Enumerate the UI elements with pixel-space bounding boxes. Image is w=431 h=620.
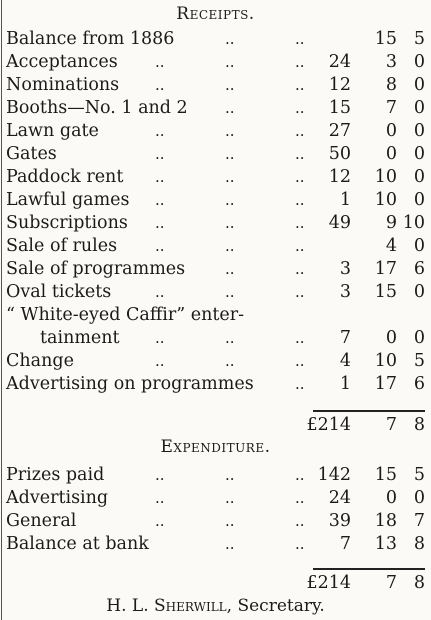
row-shillings: 10 — [374, 167, 397, 187]
row-label: Gates — [6, 144, 57, 164]
row-label: Balance at bank — [6, 534, 149, 554]
row-shillings: 0 — [385, 144, 397, 164]
receipt-row — [0, 74, 431, 97]
receipt-row — [0, 304, 431, 327]
leader-dots: .. — [155, 283, 165, 301]
row-pounds: 7 — [339, 328, 351, 348]
row-pence: 0 — [413, 98, 425, 118]
leader-dots: .. — [225, 122, 235, 140]
leader-dots: .. — [295, 489, 305, 507]
leader-dots: .. — [295, 283, 305, 301]
row-pounds: 1 — [339, 374, 351, 394]
row-shillings: 10 — [374, 190, 397, 210]
receipt-row — [0, 166, 431, 189]
leader-dots: .. — [225, 30, 235, 48]
expenditure-row — [0, 464, 431, 487]
row-label: Prizes paid — [6, 465, 105, 485]
signature-surname: Sherwill — [154, 596, 227, 616]
expenditure-total-pounds: £214 — [306, 573, 351, 593]
row-label: Advertising on programmes — [6, 374, 254, 394]
expenditure-total-row — [0, 572, 431, 595]
row-pence: 5 — [413, 351, 425, 371]
receipt-row — [0, 373, 431, 396]
leader-dots: .. — [295, 512, 305, 530]
row-pounds: 1 — [339, 190, 351, 210]
row-pence: 10 — [402, 213, 425, 233]
receipt-row — [0, 327, 431, 350]
row-label: Sale of programmes — [6, 259, 186, 279]
row-pence: 5 — [413, 29, 425, 49]
row-shillings: 17 — [374, 374, 397, 394]
leader-dots: .. — [295, 352, 305, 370]
leader-dots: .. — [225, 352, 235, 370]
expenditure-heading: Expenditure. — [160, 437, 271, 457]
row-pence: 6 — [413, 374, 425, 394]
receipt-row — [0, 350, 431, 373]
leader-dots: .. — [295, 329, 305, 347]
row-label: Sale of rules — [6, 236, 118, 256]
receipts-total-pounds: £214 — [306, 415, 351, 435]
receipts-total-pence: 8 — [413, 415, 425, 435]
leader-dots: .. — [225, 99, 235, 117]
expenditure-row — [0, 487, 431, 510]
row-pence: 0 — [413, 236, 425, 256]
row-pounds: 3 — [339, 282, 351, 302]
leader-dots: .. — [225, 214, 235, 232]
leader-dots: .. — [295, 122, 305, 140]
row-pence: 0 — [413, 488, 425, 508]
receipts-total-rule — [313, 410, 425, 412]
row-pence: 0 — [413, 52, 425, 72]
leader-dots: .. — [295, 191, 305, 209]
receipt-row — [0, 28, 431, 51]
leader-dots: .. — [225, 466, 235, 484]
leader-dots: .. — [155, 352, 165, 370]
leader-dots: .. — [295, 99, 305, 117]
leader-dots: .. — [155, 145, 165, 163]
leader-dots: .. — [155, 466, 165, 484]
leader-dots: .. — [225, 76, 235, 94]
expenditure-row — [0, 510, 431, 533]
row-pounds: 50 — [328, 144, 351, 164]
row-pence: 0 — [413, 282, 425, 302]
row-pounds: 12 — [328, 167, 351, 187]
leader-dots: .. — [295, 30, 305, 48]
leader-dots: .. — [155, 489, 165, 507]
receipts-total-row — [0, 414, 431, 437]
row-pounds: 49 — [328, 213, 351, 233]
row-shillings: 18 — [374, 511, 397, 531]
leader-dots: .. — [295, 466, 305, 484]
row-shillings: 0 — [385, 121, 397, 141]
leader-dots: .. — [295, 237, 305, 255]
leader-dots: .. — [295, 168, 305, 186]
leader-dots: .. — [225, 168, 235, 186]
row-pence: 6 — [413, 259, 425, 279]
leader-dots: .. — [225, 512, 235, 530]
row-pounds: 39 — [328, 511, 351, 531]
leader-dots: .. — [155, 329, 165, 347]
leader-dots: .. — [155, 214, 165, 232]
row-label: Lawn gate — [6, 121, 99, 141]
leader-dots: .. — [225, 260, 235, 278]
signature-line — [0, 595, 431, 617]
expenditure-row — [0, 533, 431, 556]
row-shillings: 15 — [374, 282, 397, 302]
row-label: Balance from 1886 — [6, 29, 175, 49]
row-shillings: 7 — [385, 98, 397, 118]
row-pounds: 27 — [328, 121, 351, 141]
signature-title: , Secretary. — [226, 596, 325, 616]
leader-dots: .. — [295, 214, 305, 232]
row-shillings: 15 — [374, 29, 397, 49]
leader-dots: .. — [155, 191, 165, 209]
row-shillings: 0 — [385, 328, 397, 348]
leader-dots: .. — [295, 535, 305, 553]
row-label: Nominations — [6, 75, 120, 95]
leader-dots: .. — [155, 237, 165, 255]
row-pounds: 15 — [328, 98, 351, 118]
row-pence: 8 — [413, 534, 425, 554]
row-label: General — [6, 511, 77, 531]
leader-dots: .. — [295, 260, 305, 278]
leader-dots: .. — [155, 168, 165, 186]
row-pounds: 24 — [328, 52, 351, 72]
leader-dots: .. — [155, 53, 165, 71]
leader-dots: .. — [295, 76, 305, 94]
leader-dots: .. — [225, 489, 235, 507]
row-shillings: 13 — [374, 534, 397, 554]
row-label: Oval tickets — [6, 282, 112, 302]
leader-dots: .. — [225, 283, 235, 301]
receipt-row — [0, 212, 431, 235]
expenditure-total-shillings: 7 — [385, 573, 397, 593]
leader-dots: .. — [225, 535, 235, 553]
receipt-row — [0, 189, 431, 212]
row-label: Lawful games — [6, 190, 130, 210]
row-shillings: 17 — [374, 259, 397, 279]
receipts-total-shillings: 7 — [385, 415, 397, 435]
receipts-heading: Receipts. — [176, 4, 255, 24]
row-shillings: 4 — [385, 236, 397, 256]
row-shillings: 10 — [374, 351, 397, 371]
row-pounds: 24 — [328, 488, 351, 508]
receipt-row — [0, 120, 431, 143]
leader-dots: .. — [225, 237, 235, 255]
leader-dots: .. — [295, 53, 305, 71]
row-label: Subscriptions — [6, 213, 128, 233]
row-pounds: 142 — [317, 465, 351, 485]
leader-dots: .. — [155, 76, 165, 94]
row-pounds: 4 — [339, 351, 351, 371]
row-label: “ White-eyed Caffir” enter- — [6, 305, 245, 325]
row-pence: 0 — [413, 167, 425, 187]
row-pence: 0 — [413, 121, 425, 141]
receipt-row — [0, 281, 431, 304]
expenditure-total-rule — [313, 568, 425, 570]
receipt-row — [0, 143, 431, 166]
leader-dots: .. — [225, 145, 235, 163]
row-pounds: 3 — [339, 259, 351, 279]
row-label: Change — [6, 351, 74, 371]
receipt-row — [0, 51, 431, 74]
row-shillings: 8 — [385, 75, 397, 95]
row-label: Advertising — [6, 488, 109, 508]
row-pence: 0 — [413, 75, 425, 95]
row-pence: 5 — [413, 465, 425, 485]
row-shillings: 15 — [374, 465, 397, 485]
leader-dots: .. — [225, 53, 235, 71]
row-label: Booths—No. 1 and 2 — [6, 98, 188, 118]
signature-initials: H. L. — [106, 596, 149, 616]
row-shillings: 0 — [385, 488, 397, 508]
row-pence: 0 — [413, 144, 425, 164]
receipt-row — [0, 235, 431, 258]
row-pence: 0 — [413, 190, 425, 210]
receipt-row — [0, 258, 431, 281]
leader-dots: .. — [295, 145, 305, 163]
row-pounds: 12 — [328, 75, 351, 95]
row-label: Acceptances — [6, 52, 118, 72]
receipt-row — [0, 97, 431, 120]
row-label: Paddock rent — [6, 167, 124, 187]
row-label: tainment — [40, 328, 120, 348]
expenditure-total-pence: 8 — [413, 573, 425, 593]
row-pounds: 7 — [339, 534, 351, 554]
row-pence: 0 — [413, 328, 425, 348]
row-shillings: 9 — [385, 213, 397, 233]
leader-dots: .. — [155, 122, 165, 140]
row-pence: 7 — [413, 511, 425, 531]
row-shillings: 3 — [385, 52, 397, 72]
leader-dots: .. — [225, 329, 235, 347]
leader-dots: .. — [295, 375, 305, 393]
leader-dots: .. — [155, 512, 165, 530]
leader-dots: .. — [225, 191, 235, 209]
